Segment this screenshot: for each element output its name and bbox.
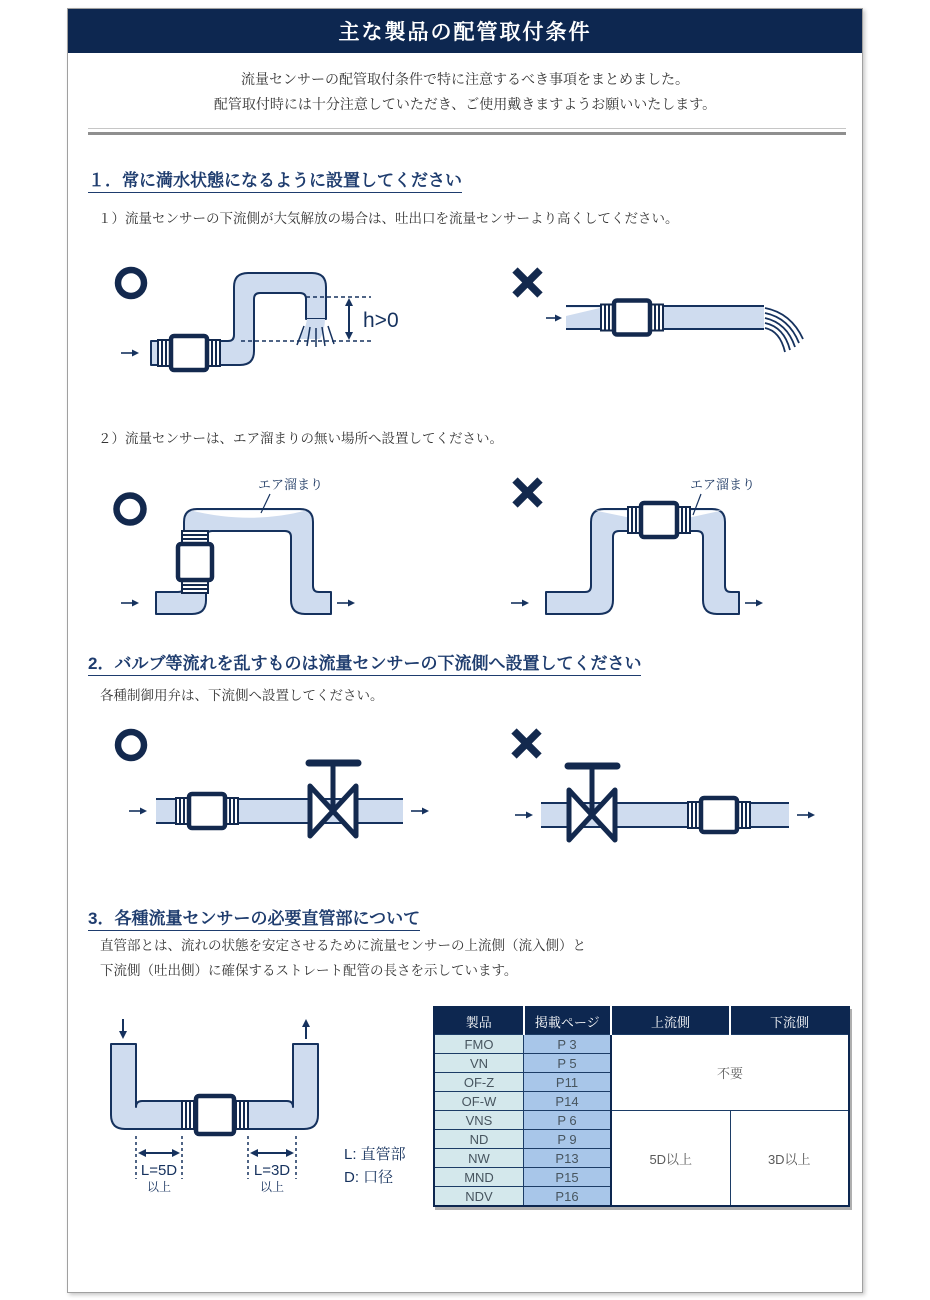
flow-arrow-up — [302, 1019, 310, 1039]
group2-upstream-cell: 5D以上 — [611, 1111, 730, 1207]
group2-downstream-cell: 3D以上 — [730, 1111, 849, 1207]
product-cell: NDV — [434, 1187, 524, 1207]
flow-arrow-out — [797, 812, 815, 819]
table-header-row — [434, 1007, 849, 1035]
section2-body: 各種制御用弁は、下流側へ設置してください。 — [100, 688, 384, 703]
air-pocket-label: エア溜まり — [690, 477, 756, 492]
section1-item1: １）流量センサーの下流側が大気解放の場合は、吐出口を流量センサーより高くしてください。 — [98, 211, 679, 226]
page-cell: P 6 — [524, 1111, 612, 1130]
flow-sensor — [601, 301, 663, 335]
valve-icon — [309, 763, 358, 836]
flow-arrow-in — [121, 600, 139, 607]
dim-left-label: L=5D — [140, 1162, 178, 1179]
bad-mark-icon — [514, 731, 539, 756]
product-cell: ND — [434, 1130, 524, 1149]
page-cell: P14 — [524, 1092, 612, 1111]
flow-arrow-in — [515, 812, 533, 819]
diagram-air-pocket-good — [91, 461, 481, 631]
page-cell: P 3 — [524, 1035, 612, 1054]
product-cell: VNS — [434, 1111, 524, 1130]
diagram-air-pocket-bad — [491, 461, 881, 631]
diagram-valve-bad — [491, 721, 891, 861]
table-row — [434, 1035, 849, 1054]
flow-sensor — [176, 794, 238, 828]
straight-pipe-spec-table — [433, 1006, 850, 1207]
bad-mark-icon — [515, 480, 540, 505]
intro-line-2: 配管取付時には十分注意していただき、ご使用戴きますようお願いいたします。 — [213, 96, 717, 112]
valve-icon — [568, 766, 617, 840]
page-title: 主な製品の配管取付条件 — [68, 9, 862, 53]
flow-arrow-in — [546, 315, 562, 322]
dim-right-sub: 以上 — [259, 1180, 285, 1194]
intro-line-1: 流量センサーの配管取付条件で特に注意するべき事項をまとめました。 — [241, 71, 689, 87]
section3-body-line1: 直管部とは、流れの状態を安定させるために流量センサーの上流側（流入側）と — [100, 938, 586, 953]
col-header-page: 掲載ページ — [524, 1007, 612, 1035]
col-header-upstream: 上流側 — [611, 1007, 730, 1035]
divider-line — [88, 128, 846, 129]
flow-sensor — [182, 1096, 248, 1134]
flow-arrow-out — [745, 600, 763, 607]
flow-arrow-out — [337, 600, 355, 607]
flow-arrow-out — [411, 808, 429, 815]
flow-arrow-in — [129, 808, 147, 815]
page-cell: P 5 — [524, 1054, 612, 1073]
water-outflow — [298, 319, 325, 339]
page-cell: P11 — [524, 1073, 612, 1092]
section2-heading: 2．バルブ等流れを乱すものは流量センサーの下流側へ設置してください — [88, 649, 641, 674]
good-mark-icon — [117, 496, 144, 523]
product-cell: FMO — [434, 1035, 524, 1054]
diagram-full-pipe-bad — [496, 251, 881, 391]
intro-text — [68, 67, 862, 117]
bad-mark-icon — [515, 270, 540, 295]
flow-arrow-down — [119, 1019, 127, 1039]
good-mark-icon — [118, 270, 144, 296]
col-header-product: 製品 — [434, 1007, 524, 1035]
page-cell: P16 — [524, 1187, 612, 1207]
document-page — [67, 8, 863, 1293]
table-row — [434, 1111, 849, 1130]
dimension-arrow-left — [138, 1149, 180, 1157]
flow-sensor — [158, 336, 220, 370]
flow-sensor — [628, 503, 690, 537]
section3-body — [100, 933, 586, 983]
air-pocket-label: エア溜まり — [258, 477, 324, 492]
group1-requirement-cell: 不要 — [611, 1035, 849, 1111]
diagram-valve-good — [91, 721, 491, 861]
section1-heading: １．常に満水状態になるように設置してください — [88, 166, 462, 191]
product-cell: OF-Z — [434, 1073, 524, 1092]
height-label: h>0 — [363, 309, 399, 332]
legend-straight-pipe: L: 直管部 — [344, 1146, 406, 1163]
section3-heading: 3．各種流量センサーの必要直管部について — [88, 904, 420, 929]
flow-sensor-vertical — [178, 531, 212, 593]
flow-arrow-in — [121, 350, 139, 357]
product-cell: VN — [434, 1054, 524, 1073]
dim-left-sub: 以上 — [146, 1180, 172, 1194]
page-cell: P 9 — [524, 1130, 612, 1149]
diagram-straight-pipe — [86, 1001, 431, 1216]
page-cell: P13 — [524, 1149, 612, 1168]
dimension-arrow-right — [250, 1149, 294, 1157]
product-cell: MND — [434, 1168, 524, 1187]
page-cell: P15 — [524, 1168, 612, 1187]
product-cell: NW — [434, 1149, 524, 1168]
flow-arrow-in — [511, 600, 529, 607]
section1-item2: ２）流量センサーは、エア溜まりの無い場所へ設置してください。 — [98, 431, 503, 446]
legend-bore: D: 口径 — [344, 1169, 394, 1186]
height-arrow — [345, 298, 353, 340]
col-header-downstream: 下流側 — [730, 1007, 849, 1035]
section3-body-line2: 下流側（吐出側）に確保するストレート配管の長さを示しています。 — [100, 963, 518, 978]
spray-curves — [765, 308, 803, 352]
dim-right-label: L=3D — [253, 1162, 291, 1179]
flow-sensor — [688, 798, 750, 832]
good-mark-icon — [118, 732, 144, 758]
divider-line — [88, 132, 846, 135]
product-cell: OF-W — [434, 1092, 524, 1111]
diagram-full-pipe-good — [101, 246, 491, 406]
pipe-shape — [566, 306, 764, 329]
